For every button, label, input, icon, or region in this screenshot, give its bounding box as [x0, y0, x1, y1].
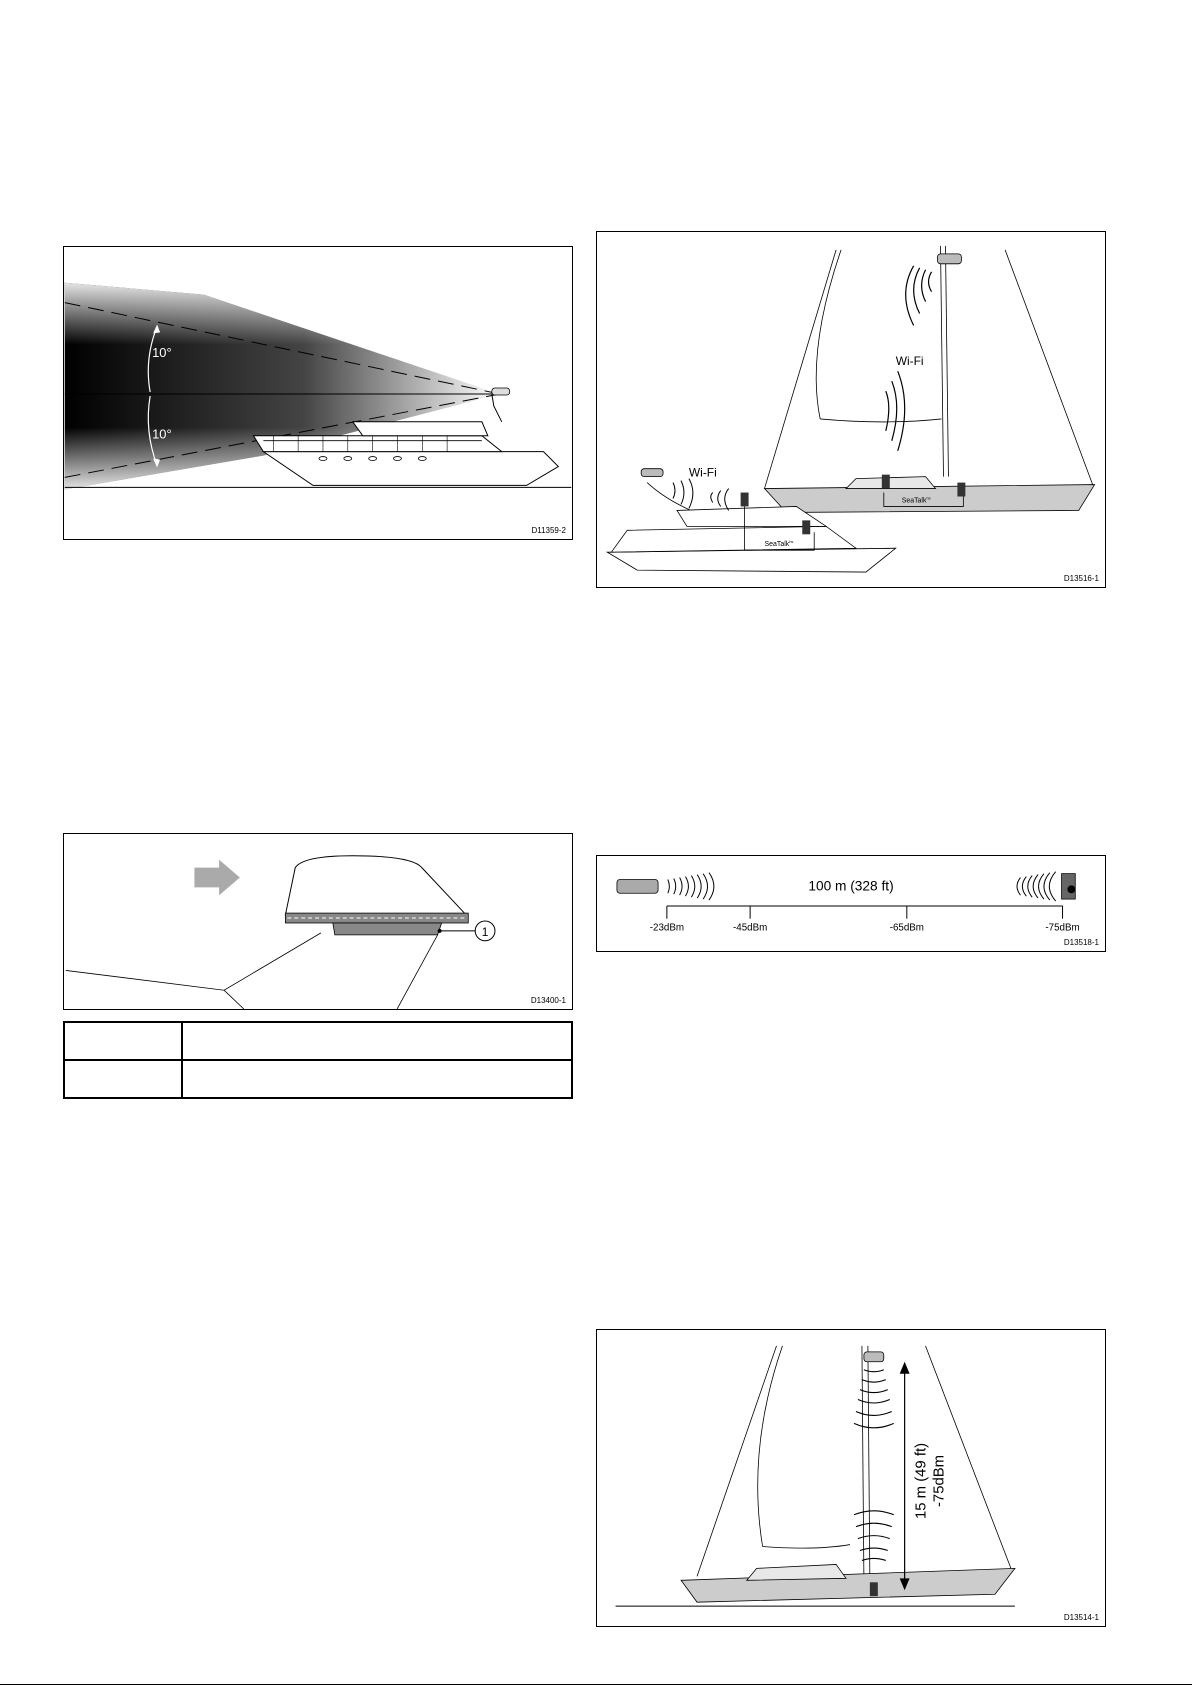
- seatalk-superscript: hs: [926, 495, 931, 501]
- seatalk-label-sail: SeaTalk$^{hs}$: [901, 495, 931, 505]
- display-device-icon: [870, 1582, 878, 1596]
- figure-id: D11359-2: [531, 526, 566, 535]
- wifi-waves-bottom-icon: [854, 1511, 894, 1561]
- table-cell: [64, 1060, 182, 1098]
- sail-wifi-unit-icon: [938, 254, 962, 264]
- tick-label: -45dBm: [732, 922, 768, 934]
- figure-id: D13518-1: [1063, 938, 1099, 947]
- figure-id: D13516-1: [1063, 574, 1099, 583]
- signal-range-illustration: [597, 856, 1105, 951]
- figure-id: D13400-1: [530, 996, 566, 1005]
- figure-signal-range: [596, 855, 1106, 952]
- seatalk-superscript: hs: [789, 539, 794, 545]
- table-cell: [64, 1022, 182, 1060]
- seatalk-label-motor: SeaTalk$^{hs}$: [764, 539, 794, 549]
- forward-arrow-icon: [194, 860, 239, 896]
- angle-label-upper: 10°: [152, 345, 172, 361]
- tick-label: -65dBm: [889, 922, 924, 934]
- figure-radar-beam: [63, 246, 573, 540]
- table-cell: [182, 1060, 572, 1098]
- sail-display-icon-2: [957, 483, 965, 497]
- distance-label: 100 m (328 ft): [808, 878, 894, 894]
- radar-beam-illustration: [64, 247, 572, 539]
- figure-mast-range: [596, 1329, 1106, 1627]
- figure-id: D13514-1: [1063, 1613, 1099, 1622]
- sailboat-icon: [616, 1346, 1015, 1606]
- wifi-waves-sail-mid-icon: [886, 371, 905, 451]
- tick-label: -75dBm: [1045, 922, 1080, 934]
- wifi-waves-left-icon: [1017, 872, 1056, 901]
- wifi-waves-sail-top-icon: [906, 266, 932, 326]
- wifi-label-sail: Wi-Fi: [895, 354, 924, 369]
- radar-dome-icon: [285, 856, 468, 935]
- wifi-boats-illustration: [597, 232, 1105, 587]
- wifi-waves-top-icon: [854, 1370, 894, 1428]
- figure-wifi-boats: [596, 231, 1106, 588]
- legend-table: [63, 1021, 573, 1099]
- wifi-label-motor: Wi-Fi: [688, 465, 717, 480]
- wifi-unit-icon: [864, 1352, 884, 1362]
- signal-label: -75dBm: [931, 1454, 948, 1508]
- motor-display-icon: [741, 493, 749, 507]
- motor-wifi-unit-icon: [641, 469, 663, 477]
- table-row: [64, 1022, 572, 1060]
- sail-display-icon: [882, 475, 890, 489]
- angle-label-lower: 10°: [152, 426, 172, 442]
- callout-1: 1: [481, 924, 489, 939]
- wifi-waves-right-icon: [668, 873, 714, 900]
- wifi-unit-icon: [617, 880, 658, 894]
- table-cell: [182, 1022, 572, 1060]
- motor-display-icon-2: [802, 520, 810, 534]
- figure-radar-mount: [63, 833, 573, 1010]
- radar-mount-illustration: [64, 834, 572, 1009]
- table-row: [64, 1060, 572, 1098]
- tick-label: -23dBm: [649, 922, 685, 934]
- mast-range-illustration: [597, 1330, 1105, 1626]
- height-distance-label: 15 m (49 ft): [913, 1442, 930, 1520]
